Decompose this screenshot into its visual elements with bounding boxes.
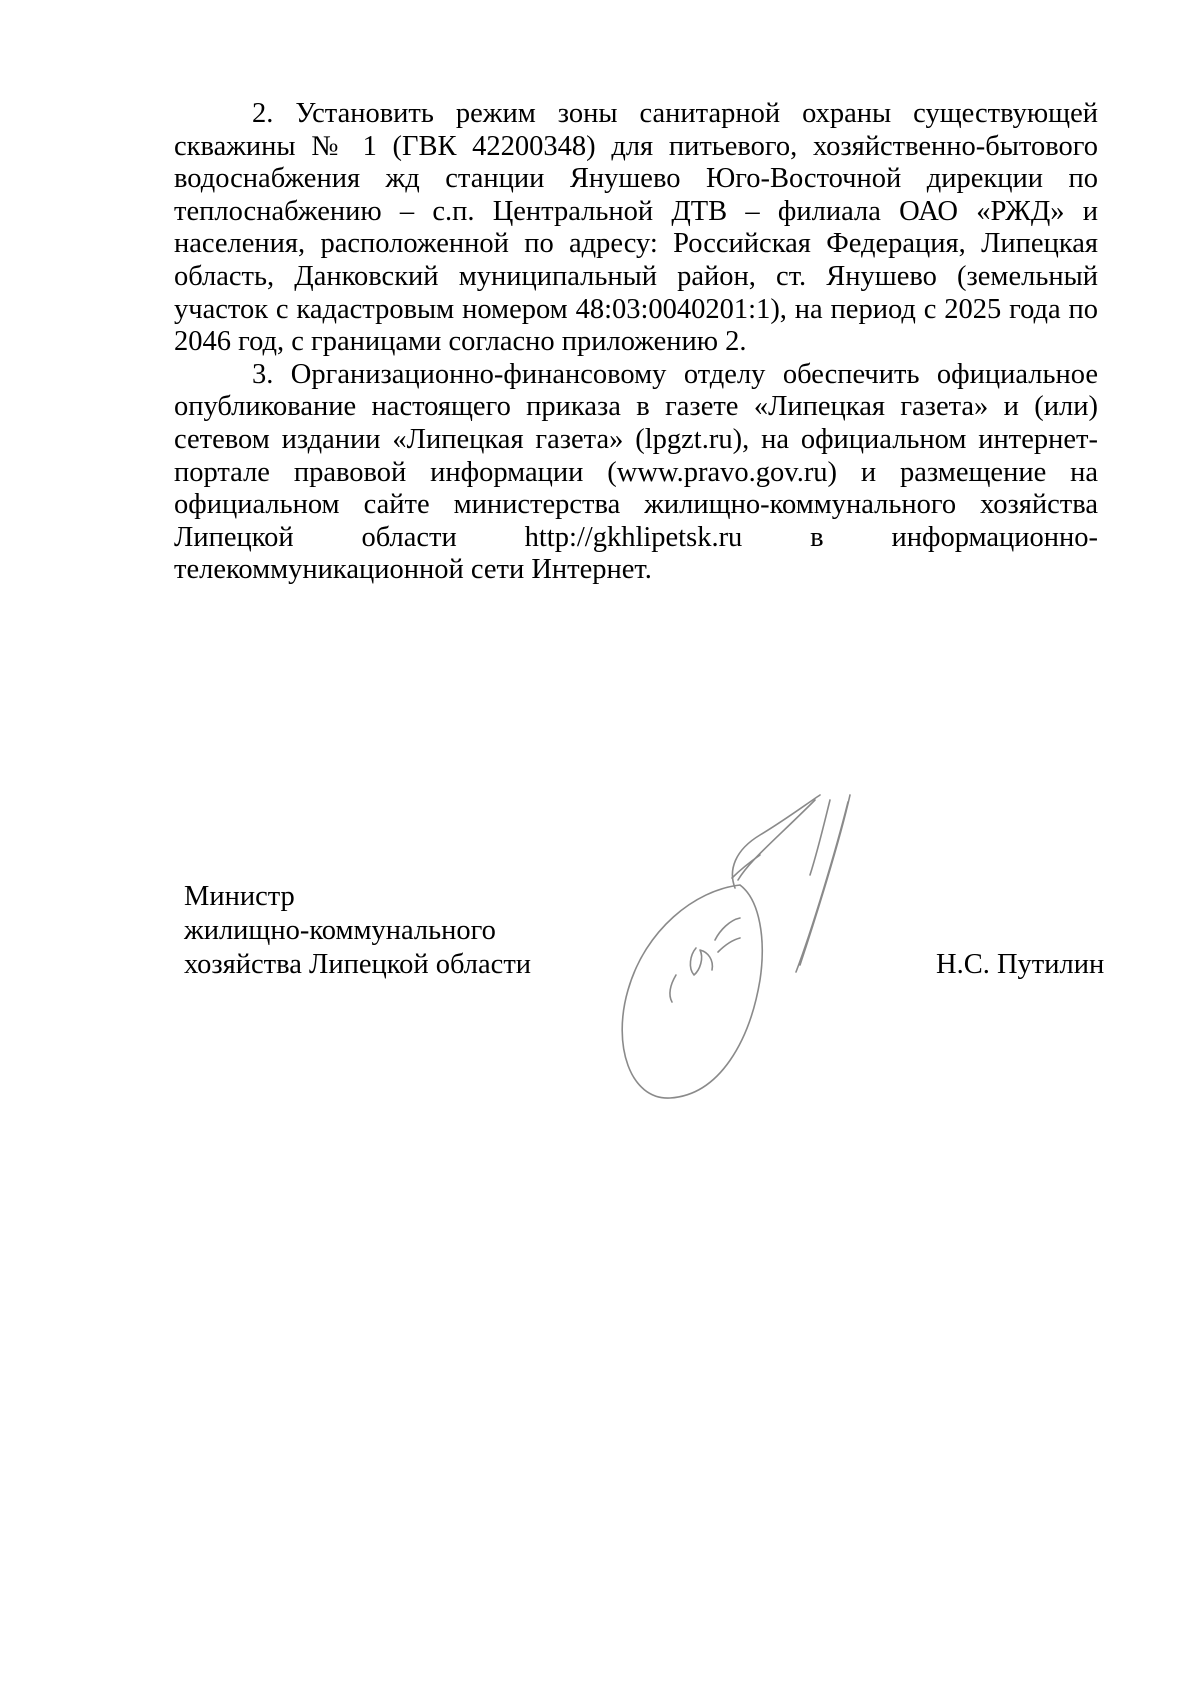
handwritten-signature	[600, 780, 900, 1110]
signature-stroke-hook-2	[738, 800, 815, 880]
signatory-title-line-2: жилищно-коммунального	[184, 915, 496, 946]
signatory-title-line-3: хозяйства Липецкой области	[184, 949, 532, 980]
signature-stroke-vertical-2	[796, 802, 848, 972]
signature-stroke-inner-4	[718, 938, 740, 952]
paragraph-3: 3. Организационно-финансовому отделу обеспечить официальное опубликование настоящего приказа в газете «Липецкая газета» и (или) сетевом издании «Липецкая газета» (lpgzt.ru), на официальном интернет-портале правовой информации (www.pravo.gov.ru) и размещение на официальном сайте министерства жилищно-коммунального хозяйства Липецкой области http://gkhlipetsk.ru в информационно-телекоммуникационной сети Интернет.	[174, 358, 1098, 586]
signature-stroke-loop	[622, 885, 762, 1098]
signature-stroke-inner	[690, 948, 712, 975]
signatory-title-line-1: Министр	[184, 881, 295, 912]
signatory-title	[184, 880, 531, 982]
signature-stroke-inner-3	[715, 918, 740, 940]
paragraph-2: 2. Установить режим зоны санитарной охраны существующей скважины № 1 (ГВК 42200348) для питьевого, хозяйственно-бытового водоснабжения жд станции Янушево Юго-Восточной дирекции по теплоснабжению – с.п. Центральной ДТВ – филиала ОАО «РЖД» и населения, расположенной по адресу: Российская Федерация, Липецкая область, Данковский муниципальный район, ст. Янушево (земельный участок с кадастровым номером 48:03:0040201:1), на период с 2025 года по 2046 год, с границами согласно приложению 2.	[174, 98, 1098, 358]
signature-stroke-inner-2	[670, 975, 676, 1002]
signatory-name: Н.С. Путилин	[936, 949, 1105, 980]
document-body	[174, 98, 1098, 587]
signature-stroke-tail	[810, 800, 830, 875]
